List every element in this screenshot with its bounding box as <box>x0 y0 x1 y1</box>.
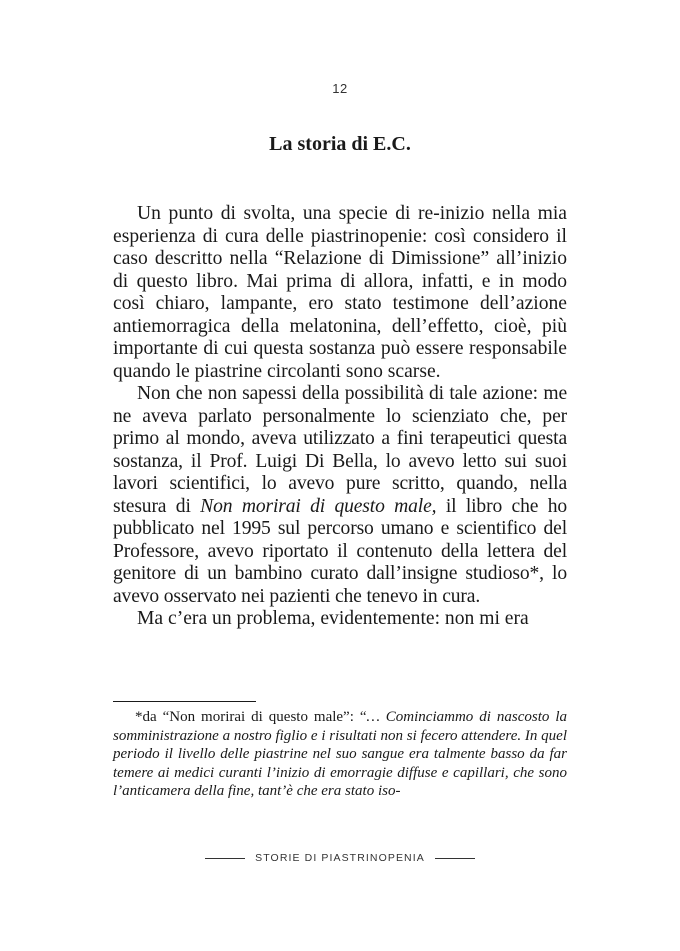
footer-rule-left <box>205 858 245 859</box>
body-text <box>113 203 567 631</box>
paragraph-3 <box>113 608 567 631</box>
paragraph-3-text: Ma c’era un problema, evidentemente: non mi era <box>137 608 529 629</box>
chapter-title: La storia di E.C. <box>269 133 411 155</box>
paragraph-1 <box>113 203 567 383</box>
book-title-italic: Non morirai di questo male, <box>200 495 437 517</box>
running-footer <box>0 852 680 864</box>
footnote-divider <box>113 701 256 702</box>
paragraph-1-text: Un punto di svolta, una specie di re-inizio nella mia esperienza di cura delle piastrinopenie: così considero il caso descritto nella “Relazione di Dimissione” all’inizio di questo libro. Mai prima di allora, infatti, e in modo così chiaro, lampante, ero stato testimone dell’azione antiemorragica della melatonina, dell’effetto, cioè, più importante di cui questa sostanza può essere responsabile quando le piastrine circolanti sono scarse. <box>113 203 567 382</box>
footnote <box>113 708 567 801</box>
paragraph-2 <box>113 383 567 608</box>
footnote-quote: … Cominciammo di nascosto la somministrazione a nostro figlio e i risultati non si fecero attendere. In quel periodo il livello delle piastrine nel suo sangue era talmente basso da far temere ai medici curanti l’inizio di emorragie diffuse e capillari, che sono l’anticamera della fine, tant’è che era stato iso- <box>113 709 567 800</box>
paragraph-2-text-start: Non che non sapessi della possibilità di tale azione: me ne aveva parlato personalmente lo scienziato che, per primo al mondo, aveva utilizzato a fini terapeutici questa sostanza, il Prof. Luigi Di Bella, lo avevo letto sui suoi lavori scientifici, lo avevo pure scritto, quando, nella stesura di <box>113 383 567 517</box>
footnote-lead: *da “Non morirai di questo male”: “ <box>135 709 367 725</box>
running-title: STORIE DI PIASTRINOPENIA <box>255 852 425 864</box>
page-number: 12 <box>332 81 348 96</box>
paragraph-2-text-end: il libro che ho pubblicato nel 1995 sul percorso umano e scientifico del Professore, avevo riportato il contenuto della lettera del genitore di un bambino curato dall’insigne studioso*, lo avevo osservato nei pazienti che tenevo in cura. <box>113 495 567 607</box>
footer-rule-right <box>435 858 475 859</box>
